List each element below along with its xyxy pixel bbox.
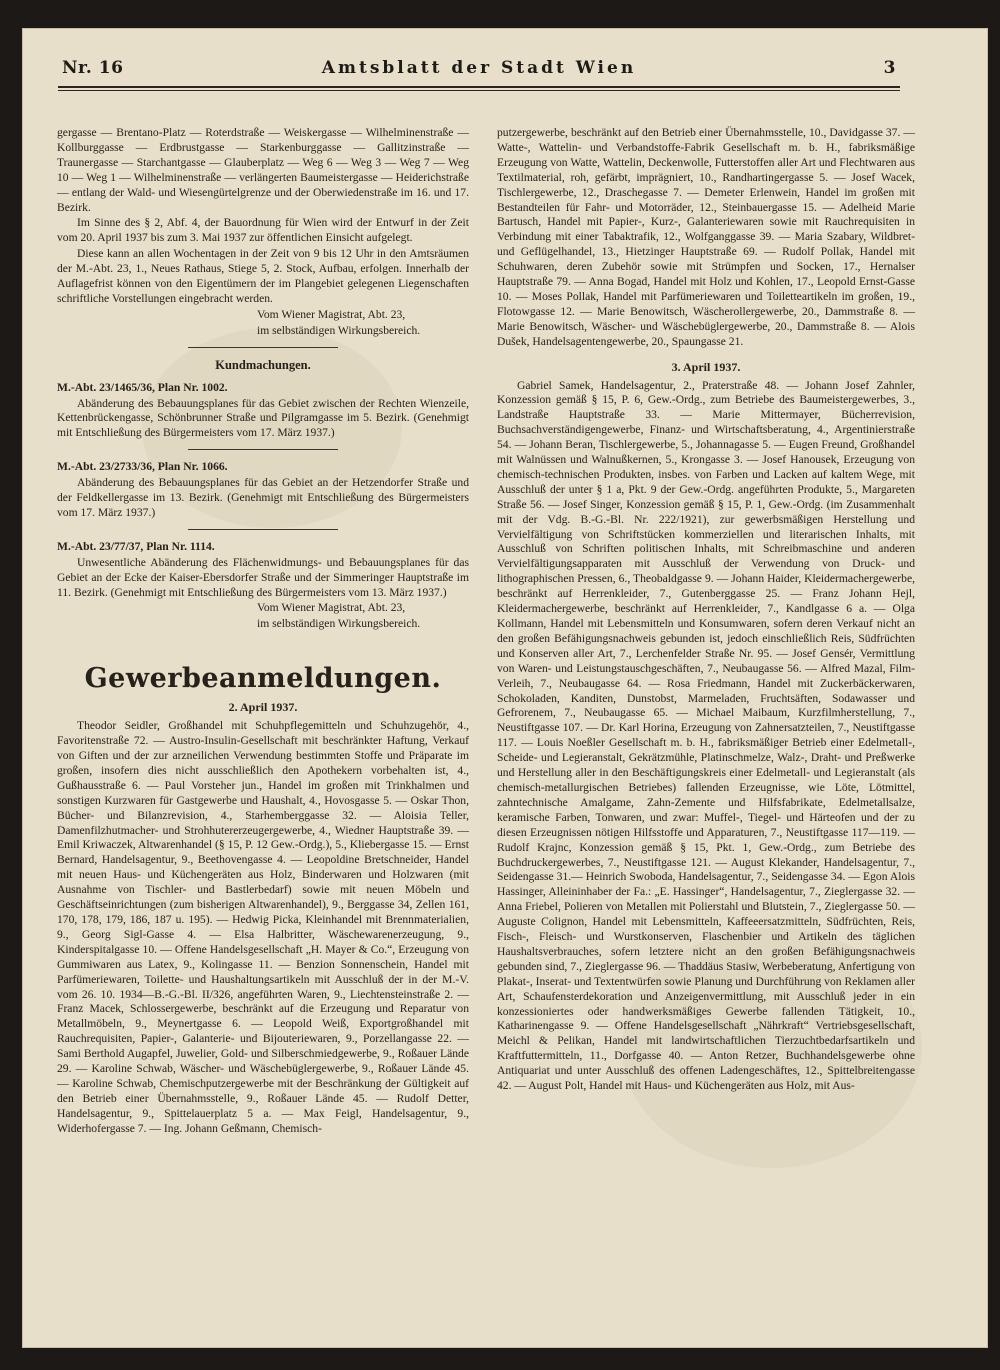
date-heading: 2. April 1937. — [228, 700, 298, 715]
header-rule — [58, 86, 900, 88]
plan-text: Unwesentliche Abänderung des Flächenwidmungs- und Bebauungsplanes für das Gebiet an der Ecke der Kaiser-Ebersdorfer Straße und der Simmeringer Hauptstraße im 11. Bezirk. (Genehmigt mit Entschließung des Bürgermeisters vom 13. März 1937.) — [57, 555, 469, 599]
registrations-text: putzergewerbe, beschränkt auf den Betrieb einer Übernahmsstelle, 10., Davidgasse 37. — Watte-, Wattelin- und Verbandstoffe-Fabrik Gesellschaft m. b. H., fabriksmäßige Erzeugung von Watte, Wattelin, Deckenwolle, Futterstoffen aller Art und Flechtwaren aus Textilmaterial, roh, gefärbt, imprägniert, 10., Randhartingergasse 5. — Josef Wacek, Tischlergewerbe, 12., Draschegasse 7. — Demeter Erlenwein, Handel im großen mit Bestandteilen für Fahr- und Motorräder, 12., Steinbauergasse 15. — Adelheid Marie Bartusch, Handel mit Papier-, Kurz-, Galanteriewaren sowie mit Rauchrequisiten in Verbindung mit einer Tabaktrafik, 12., Wolfganggasse 39. — Maria Szabary, Wildbret- und Geflügelhandel, 13., Hietzinger Hauptstraße 69. — Rudolf Pollak, Handel mit Schuhwaren, deren Zubehör sowie mit Strümpfen und Socken, 17., Hernalser Hauptstraße 79. — Anna Bogad, Handel mit Holz und Kohlen, 17., Leopold Ernst-Gasse 10. — Moses Pollak, Handel mit Parfümeriewaren und Toiletteartikeln im großen, 19., Flotowgasse 12. — Marie Benowitsch, Wäscherollergewerbe, 20., Dammstraße 8. — Marie Benowitsch, Wäscher- und Wäschebüglergewerbe, 20., Dammstraße 8. — Alois Dušek, Handelsagentengewerbe, 20., Spaungasse 21. — [497, 126, 915, 348]
right-column — [497, 126, 915, 1095]
plan-heading: M.-Abt. 23/2733/36, Plan Nr. 1066. — [57, 460, 228, 474]
page-header — [46, 52, 912, 82]
street-list-paragraph: gergasse — Brentano-Platz — Roterdstraße — Weiskergasse — Wilhelminenstraße — Kollburggasse — Erdbrustgasse — Starkenburggasse — Gallitzinstraße — Traunergasse — Starchantgasse — Glauberplatz — Weg 6 — Weg 3 — Weg 7 — Weg 10 — Weg 1 — Wilhelminenstraße — verlängerten Baumeistergasse — Heiderichstraße — entlang der Wald- und Wiesengürtelgrenze und der Oberwiedenstraße im 16. und 17. Bezirk. — [57, 126, 469, 214]
page-number: 3 — [883, 58, 896, 78]
section-divider — [188, 449, 338, 450]
plan-heading: M.-Abt. 23/77/37, Plan Nr. 1114. — [57, 539, 215, 553]
left-column — [57, 126, 469, 1138]
plan-text: Abänderung des Bebauungsplanes für das Gebiet an der Hetzendorfer Straße und der Feldkellergasse im 13. Bezirk. (Genehmigt mit Entschließung des Bürgermeisters vom 17. März 1937.) — [57, 476, 469, 519]
section-divider — [188, 529, 338, 530]
paragraph: Diese kann an allen Wochentagen in der Zeit von 9 bis 12 Uhr in den Amtsräumen der M.-Abt. 23, 1., Neues Rathaus, Stiege 5, 2. Stock, Aufbau, erfolgen. Innerhalb der Auflagefrist können von den Eigentümern der im Plangebiet gelegenen Liegenschaften schriftliche Vorstellungen eingebracht werden. — [57, 247, 469, 305]
section-title: Gewerbeanmeldungen. — [84, 663, 442, 695]
issue-number: Nr. 16 — [62, 58, 124, 78]
plan-heading: M.-Abt. 23/1465/36, Plan Nr. 1002. — [57, 380, 228, 394]
paragraph: Im Sinne des § 2, Abf. 4, der Bauordnung für Wien wird der Entwurf in der Zeit vom 20. April 1937 bis zum 3. Mai 1937 zur öffentlichen Einsicht aufgelegt. — [57, 216, 469, 245]
section-divider — [188, 347, 338, 348]
registrations-text: Gabriel Samek, Handelsagentur, 2., Praterstraße 48. — Johann Josef Zahnler, Konzession gemäß § 15, P. 6, Gew.-Ordg., zum Betriebe des Baumeistergewerbes, 3., Landstraße Hauptstraße 33. — Marie Mittermayer, Bücherrevision, Buchsachverständigengewerbe, Finanz- und Wirtschaftsberatung, 4., Argentinierstraße 54. — Johann Beran, Tischlergewerbe, 5., Johannagasse 5. — Eugen Freund, Großhandel mit Walnüssen und Walnußkernen, 5., Krongasse 3. — Josef Hanousek, Erzeugung von chemisch-technischen Produkten, insbes. von Farben und Lacken auf kaltem Wege, mit Ausschluß der unter § 1 a, Pkt. 9 der Gew.-Ordg. angeführten Produkte, 5., Margareten Straße 56. — Josef Singer, Konzession gemäß § 15, P. 1, Gew.-Ordg. (im Zusammenhalt mit der Vdg. B.-G.-Bl. Nr. 222/1921), zur gewerbsmäßigen Herstellung und Vervielfältigung von Schriftstücken kommerziellen und literarischen Inhalts, mit Ausschluß von Schriften politischen Inhalts, mit Schreibmaschine und anderen Vervielfältigungsapparaten mit Ausschluß der Verwendung von Druck- und lithographischen Pressen, 6., Theobaldgasse 9. — Johann Haider, Kleidermachergewerbe, beschränkt auf Herrenkleider, 7., Gutenberggasse 25. — Franz Johann Hejl, Kleidermachergewerbe, beschränkt auf Herrenkleider, 7., Kandlgasse 6 a. — Olga Kollmann, Handel mit Lebensmitteln und Konsumwaren, sofern deren Verkauf nicht an den großen Befähigungsnachweis gebunden ist, jedoch einschließlich Reis, Südfrüchten und Konserven aller Art, 7., Lerchenfelder Straße Nr. 95. — Josef Gensér, Vermittlung von Waren- und Leistungstauschgeschäften, 7., Neubaugasse 56. — Alfred Mazal, Film-Verleih, 7., Neubaugasse 64. — Rosa Friedmann, Handel mit Zuckerbäckerwaren, Schokoladen, Kanditen, Dunstobst, Marmeladen, Fruchtsäften, Sodawasser und Gefrorenem, 7., Neubaugasse 65. — Michael Maibaum, Kurzfilmherstellung, 7., Neustiftgasse 107. — Dr. Karl Horina, Erzeugung von Zahnersatzteilen, 7., Neustiftgasse 117. — Louis Noeßler Gesellschaft m. b. H., fabriksmäßiger Betrieb einer Edelmetall-, Scheide- und Legieranstalt, Gekrätzmühle, Platinschmelze, Walz-, Draht- und Preßwerke und Herstellung aller in den Beschäftigungskreis einer Edelmetall- und Legieranstalt (als chemisch-metallurgischen Betriebes) fallenden Erzeugnisse, wie Löte, Lötmittel, zahntechnische Amalgame, Zahn-Zemente und Hilfsfabrikate, Edelmetallsalze, keramische Farben, Tonwaren, und zwar: Muffel-, Tiegel- und Härteofen und der zu diesen Erzeugnissen nötigen Hilfsstoffe und Apparaturen, 7., Neustiftgasse 117—119. — Rudolf Krajnc, Konzession gemäß § 15, Pkt. 1, Gew.-Ordg., zum Betriebe des Buchdruckergewerbes, 7., Neustiftgasse 121. — August Klekander, Handelsagentur, 7., Seidengasse 31.— Heinrich Swoboda, Handelsagentur, 7., Seidengasse 34. — Egon Alois Hassinger, Alleininhaber der Fa.: „E. Hassinger“, Handelsagentur, 7., Zieglergasse 32. — Anna Friebel, Polieren von Metallen mit Polierstahl und Blutstein, 7., Zieglergasse 50. — Auguste Colignon, Handel mit Lebensmitteln, Kaffeeersatzmitteln, Südfrüchten, Reis, Fisch-, Fleisch- und Wurstkonserven, Flaschenbier und Artikeln des täglichen Haushaltsverbrauches, sofern letztere nicht an den großen Befähigungsnachweis gebunden sind, 7., Zieglergasse 96. — Thaddäus Stasiw, Werbeberatung, Anfertigung von Plakat-, Inserat- und Textentwürfen sowie Planung und Durchführung von Reklamen aller Art, Schaufensterdekoration und Anzeigenvermittlung, mit Ausschluß jeder in ein konzessioniertes oder handwerksmäßiges Gewerbe fallenden Tätigkeit, 10., Katharinengasse 9. — Offene Handelsgesellschaft „Nährkraft“ Vertriebsgesellschaft, Meichl & Pelikan, Handel mit landwirtschaftlichen Tierzuchtbedarfsartikeln und Kraftfuttermitteln, 11., Dorfgasse 40. — Anton Retzer, Buchhandelsgewerbe ohne Antiquariat und unter Ausschluß des offenen Ladengeschäftes, 12., Spittelbreitengasse 42. — August Polt, Handel mit Haus- und Küchengeräten aus Holz, mit Aus- — [497, 378, 915, 1093]
signature-line: im selbständigen Wirkungsbereich. — [257, 617, 421, 631]
registrations-text: Theodor Seidler, Großhandel mit Schuhpflegemitteln und Schuhzugehör, 4., Favoritenstraße 72. — Austro-Insulin-Gesellschaft mit beschränkter Haftung, Verkauf von Giften und der zur arzneilichen Verwendung bestimmten Stoffe und Präparate im großen, insofern dies nicht ausschließlich den Apothekern vorbehalten ist, 4., Gußhausstraße 6. — Paul Vorsteher jun., Handel im großen mit Trinkhalmen und sonstigen Kurzwaren für Gastgewerbe und Haushalt, 4., Hovosgasse 5. — Oskar Thon, Bücher- und Bilanzrevision, 4., Starhemberggasse 32. — Aloisia Teller, Damenfilzhutmacher- und Strohhutererzeugergewerbe, 4., Wiedner Hauptstraße 39. — Emil Kriwaczek, Altwarenhandel (§ 15, P. 12 Gew.-Ordg.), 5., Kliebergasse 15. — Ernst Bernard, Handelsagentur, 9., Beethovengasse 4. — Leopoldine Bretschneider, Handel mit neuen Haus- und Küchengeräten aus Holz, Binderwaren und Holzwaren (mit Ausnahme von Tischler- und Bastlerbedarf) sowie mit neuen Möbeln und Geschäftseinrichtungen (zum bisherigen Altwarenhandel), 9., Berggasse 34, Zellen 161, 170, 178, 179, 186, 187 u. 195). — Hedwig Picka, Kleinhandel mit Brennmaterialien, 9., Georg Sigl-Gasse 4. — Elsa Halbritter, Wäschewarenerzeugung, 9., Kinderspitalgasse 10. — Offene Handelsgesellschaft „H. Mayer & Co.“, Erzeugung von Gummiwaren aus Latex, 9., Kolingasse 11. — Benzion Sonnenschein, Handel mit Parfümeriewaren, Toilette- und Haushaltungsartikeln mit Ausschluß der in der M.-V. vom 26. 10. 1934—B.-G.-Bl. II/326, angeführten Waren, 9., Liechtensteinstraße 2. — Franz Macek, Schlossergewerbe, beschränkt auf die Erzeugung und Reparatur von Metallmöbeln, 9., Meynertgasse 6. — Leopold Weiß, Exportgroßhandel mit Rauchrequisiten, Papier-, Galanterie- und Bijouteriewaren, 9., Porzellangasse 22. — Sami Berthold Augapfel, Juwelier, Gold- und Silberschmiedgewerbe, 9., Roßauer Lände 29. — Karoline Schwab, Wäscher- und Wäschebüglergewerbe, 9., Roßauer Lände 45. — Karoline Schwab, Chemischputzergewerbe mit der Beschränkung der Gültigkeit auf den Betrieb einer Übernahmsstelle, 9., Roßauer Lände 45. — Rudolf Detter, Handelsagentur, 9., Spittelauerplatz 5 a. — Max Feigl, Handelsagentur, 9., Widerhofergasse 7. — Ing. Johann Geßmann, Chemisch- — [57, 719, 469, 1135]
signature-line: Vom Wiener Magistrat, Abt. 23, — [257, 307, 406, 321]
date-heading: 3. April 1937. — [671, 359, 741, 374]
section-heading: Kundmachungen. — [215, 357, 311, 372]
plan-text: Abänderung des Bebauungsplanes für das Gebiet zwischen der Rechten Wienzeile, Kettenbrückengasse, Schönbrunner Straße und Pilgramgasse im 5. Bezirk. (Genehmigt mit Entschließung des Bürgermeisters vom 17. März 1937.) — [57, 396, 469, 440]
signature-line: im selbständigen Wirkungsbereich. — [257, 323, 421, 337]
publication-title: Amtsblatt der Stadt Wien — [321, 58, 637, 78]
header-rule-thin — [58, 90, 900, 91]
signature-line: Vom Wiener Magistrat, Abt. 23, — [257, 601, 406, 615]
